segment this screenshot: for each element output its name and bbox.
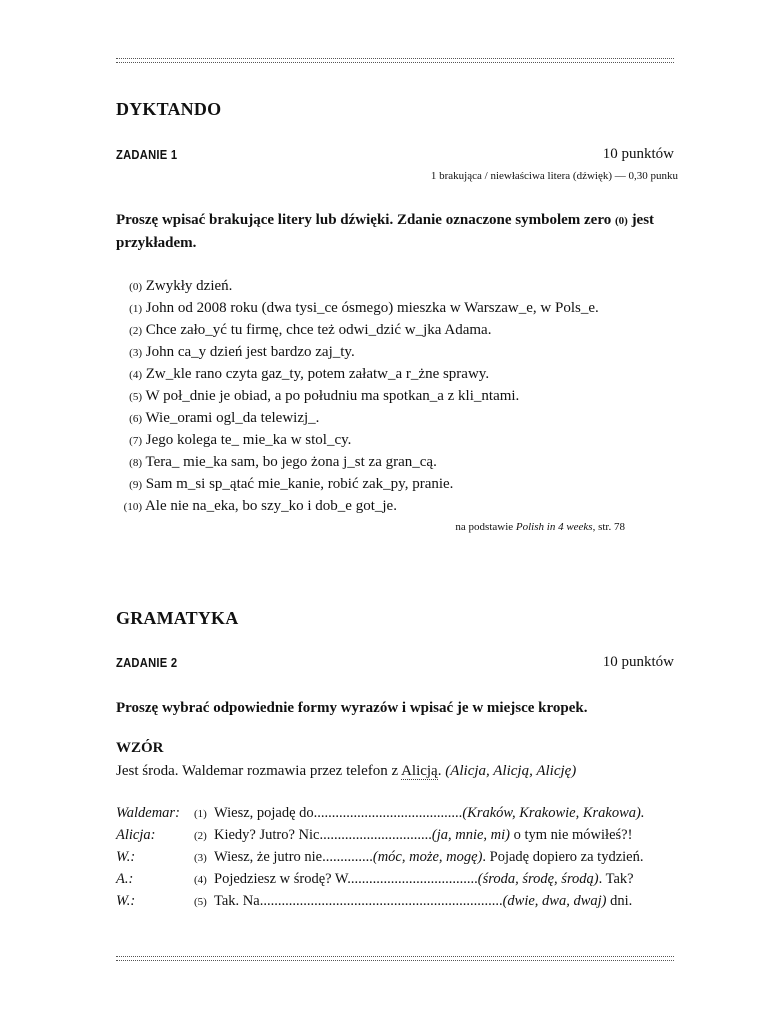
sentence-0: (0) Zwykły dzień. <box>129 278 233 294</box>
dialogue-line-2: Alicja: (2) Kiedy? Jutro? Nic...............................(ja, mnie, mi) o tym nie mówiłeś?! <box>116 824 632 846</box>
scoring-note: 1 brakująca / niewłaściwa litera (dźwięk) — 0,30 punku <box>430 170 678 182</box>
speaker: W.: <box>116 849 136 865</box>
instruction-zero-symbol: (0) <box>614 215 628 227</box>
sentence-6: (6) Wie_orami ogl_da telewizj_. <box>129 410 320 426</box>
source-citation: na podstawie Polish in 4 weeks, str. 78 <box>455 521 625 533</box>
sentence-5: (5) W poł_dnie je obiad, a po południu ma spotkan_a z kli_ntami. <box>129 388 520 404</box>
sentence-7: (7) Jego kolega te_ mie_ka w stol_cy. <box>129 432 352 448</box>
speaker: Waldemar: <box>116 805 180 821</box>
speaker: W.: <box>116 893 136 909</box>
task-1-instruction <box>116 209 676 254</box>
example-heading: WZÓR <box>116 740 164 756</box>
sentence-1: (1) John od 2008 roku (dwa tysi_ce ósmego) mieszka w Warszaw_e, w Pols_e. <box>129 300 599 316</box>
sentence-3: (3) John ca_y dzień jest bardzo zaj_ty. <box>129 344 355 360</box>
instruction-text-b: jest przykładem. <box>116 212 655 251</box>
dialogue-line-5: W.: (5) Tak. Na...................................................................(dwie, dwa, dwaj) dni. <box>116 890 632 912</box>
section-title-dyktando: DYKTANDO <box>116 99 222 119</box>
section-title-gramatyka: GRAMATYKA <box>116 608 239 628</box>
task-2-instruction: Proszę wybrać odpowiednie formy wyrazów i wpisać je w miejsce kropek. <box>116 700 588 716</box>
sentence-9: (9) Sam m_si sp_ątać mie_kanie, robić zak_py, pranie. <box>129 476 454 492</box>
task-label-2: ZADANIE 2 <box>116 655 178 670</box>
task-label-1: ZADANIE 1 <box>116 147 178 162</box>
sentence-2: (2) Chce zało_yć tu firmę, chce też odwi_dzić w_jka Adama. <box>129 322 492 338</box>
sentence-4: (4) Zw_kle rano czyta gaz_ty, potem załatw_a r_żne sprawy. <box>129 366 490 382</box>
sentence-10: (10) Ale nie na_eka, bo szy_ko i dob_e got_je. <box>123 498 397 514</box>
source-book-title: Polish in 4 weeks <box>515 521 593 533</box>
speaker: A.: <box>116 871 134 887</box>
dialogue-line-3: W.: (3) Wiesz, że jutro nie..............(móc, może, mogę). Pojadę dopiero za tydzień. <box>116 846 643 868</box>
top-divider <box>116 58 674 63</box>
task-1-points: 10 punktów <box>602 146 674 162</box>
example-answer: Alicją <box>401 763 438 779</box>
dialogue-line-4: A.: (4) Pojedziesz w środę? W....................................(środa, środę, środą). Tak? <box>116 868 634 890</box>
example-options: (Alicja, Alicją, Alicję) <box>445 763 577 779</box>
example-sentence: Jest środa. Waldemar rozmawia przez telefon z Alicją. (Alicja, Alicją, Alicję) <box>116 763 577 779</box>
task-2-points: 10 punktów <box>602 654 674 670</box>
instruction-text-a: Proszę wpisać brakujące litery lub dźwięki. Zdanie oznaczone symbolem zero <box>116 212 612 228</box>
sentence-8: (8) Tera_ mie_ka sam, bo jego żona j_st za gran_cą. <box>129 454 437 470</box>
speaker: Alicja: <box>116 827 156 843</box>
bottom-divider <box>116 956 674 961</box>
dialogue-line-1: Waldemar: (1) Wiesz, pojadę do.........................................(Kraków, Krakowie, Krakowa). <box>116 802 645 824</box>
